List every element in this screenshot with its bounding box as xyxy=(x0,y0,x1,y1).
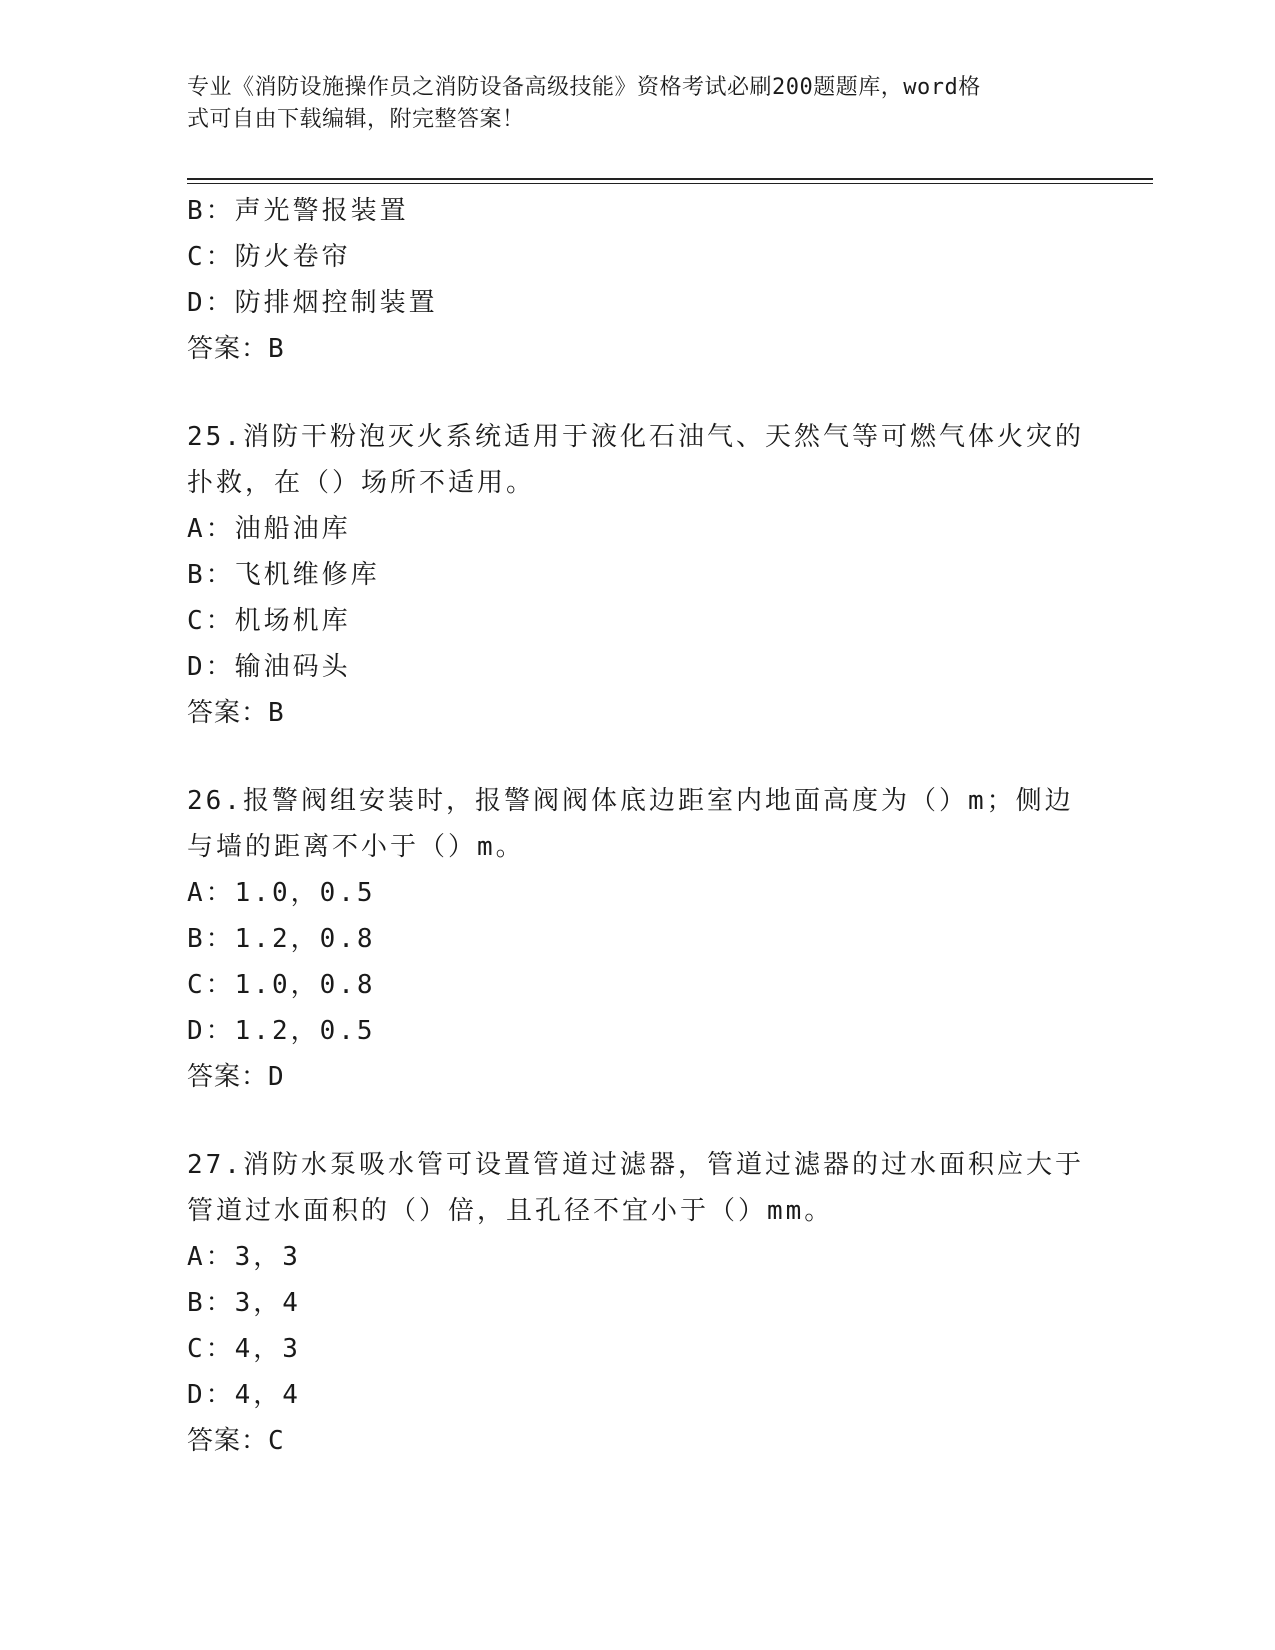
option-b: B：飞机维修库 xyxy=(187,560,380,590)
header-divider-thick xyxy=(187,178,1153,180)
option-d: D：4，4 xyxy=(187,1380,301,1410)
option-b: B：3，4 xyxy=(187,1288,301,1318)
option-d: D：1.2，0.5 xyxy=(187,1016,376,1046)
question-stem-line-1: 27.消防水泵吸水管可设置管道过滤器，管道过滤器的过水面积应大于 xyxy=(187,1150,1084,1180)
option-c: C：防火卷帘 xyxy=(187,242,351,272)
option-a: A：1.0，0.5 xyxy=(187,878,376,908)
question-list xyxy=(187,188,1087,1464)
header-divider-thin xyxy=(187,183,1153,184)
question-stem-line-1: 26.报警阀组安装时，报警阀阀体底边距室内地面高度为（）m；侧边 xyxy=(187,786,1074,816)
question-24-continued xyxy=(187,188,1087,372)
option-d: D：防排烟控制装置 xyxy=(187,288,438,318)
header-line-2: 式可自由下载编辑，附完整答案！ xyxy=(187,107,525,132)
header-line-1: 专业《消防设施操作员之消防设备高级技能》资格考试必刷200题题库，word格 xyxy=(187,75,981,100)
option-a: A：油船油库 xyxy=(187,514,351,544)
option-c: C：1.0，0.8 xyxy=(187,970,376,1000)
question-26 xyxy=(187,778,1087,1100)
option-c: C：4，3 xyxy=(187,1334,301,1364)
question-stem-line-1: 25.消防干粉泡灭火系统适用于液化石油气、天然气等可燃气体火灾的 xyxy=(187,422,1084,452)
option-c: C：机场机库 xyxy=(187,606,351,636)
document-header xyxy=(187,72,1067,136)
option-d: D：输油码头 xyxy=(187,652,351,682)
answer: 答案：B xyxy=(187,698,285,728)
option-a: A：3，3 xyxy=(187,1242,301,1272)
question-stem-line-2: 与墙的距离不小于（）m。 xyxy=(187,832,525,862)
answer: 答案：B xyxy=(187,334,285,364)
option-b: B：声光警报装置 xyxy=(187,196,409,226)
answer: 答案：C xyxy=(187,1426,285,1456)
question-25 xyxy=(187,414,1087,736)
question-27 xyxy=(187,1142,1087,1464)
option-b: B：1.2，0.8 xyxy=(187,924,376,954)
question-stem-line-2: 管道过水面积的（）倍，且孔径不宜小于（）mm。 xyxy=(187,1196,834,1226)
question-stem-line-2: 扑救，在（）场所不适用。 xyxy=(187,468,536,498)
answer: 答案：D xyxy=(187,1062,285,1092)
